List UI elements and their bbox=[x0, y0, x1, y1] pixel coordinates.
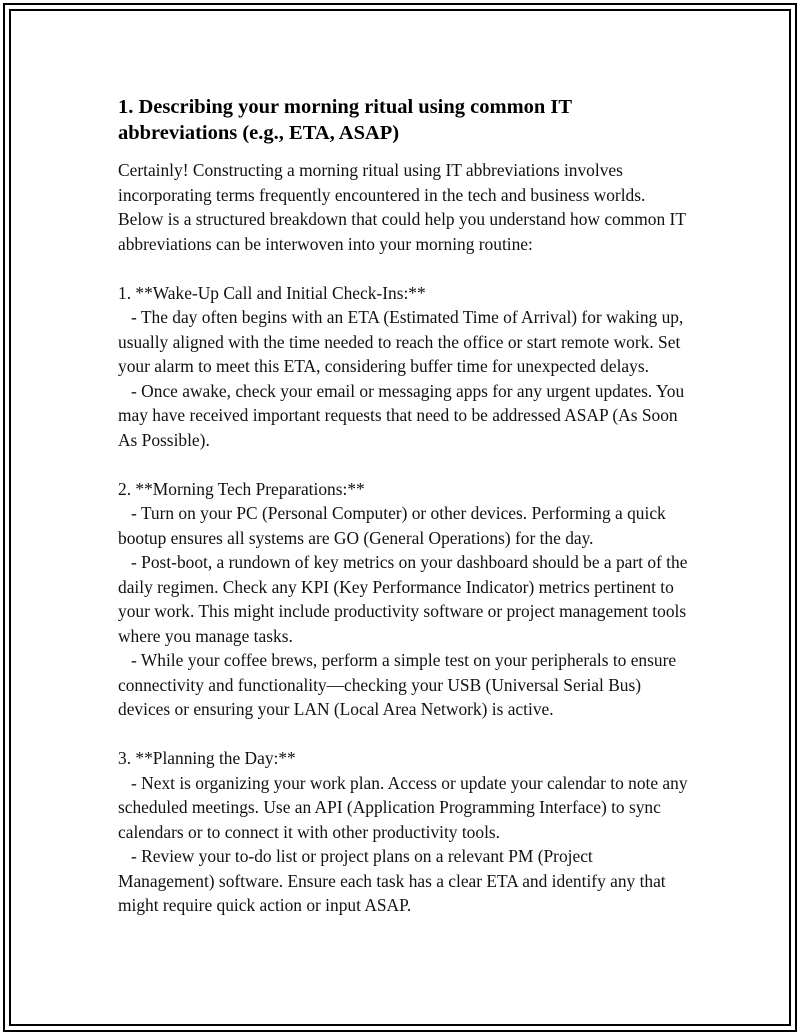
document-body: Certainly! Constructing a morning ritual using IT abbreviations involves incorporating terms frequently encountered in the tech and business worlds. Below is a structured breakdown that could help you understand how common IT abbreviations can be interwoven into your morning routine: 1. **Wake-Up Call and Initial Check-Ins:** - The day often begins with an ETA (Estimated Time of Arrival) for waking up, usually aligned with the time needed to reach the office or start remote work. Set your alarm to meet this ETA, considering buffer time for unexpected delays. - Once awake, check your email or messaging apps for any urgent updates. You may have received important requests that need to be addressed ASAP (As Soon As Possible). 2. **Morning Tech Preparations:** - Turn on your PC (Personal Computer) or other devices. Performing a quick bootup ensures all systems are GO (General Operations) for the day. - Post-boot, a rundown of key metrics on your dashboard should be a part of the daily regimen. Check any KPI (Key Performance Indicator) metrics pertinent to your work. This might include productivity software or project management tools where you manage tasks. - While your coffee brews, perform a simple test on your peripherals to ensure connectivity and functionality—checking your USB (Universal Serial Bus) devices or ensuring your LAN (Local Area Network) is active. 3. **Planning the Day:** - Next is organizing your work plan. Access or update your calendar to note any scheduled meetings. Use an API (Application Programming Interface) to sync calendars or to connect it with other productivity tools. - Review your to-do list or project plans on a relevant PM (Project Management) software. Ensure each task has a clear ETA and identify any that might require quick action or input ASAP. bbox=[118, 160, 688, 915]
document-content bbox=[118, 94, 688, 918]
document-heading: 1. Describing your morning ritual using common IT abbreviations (e.g., ETA, ASAP) bbox=[118, 96, 572, 144]
